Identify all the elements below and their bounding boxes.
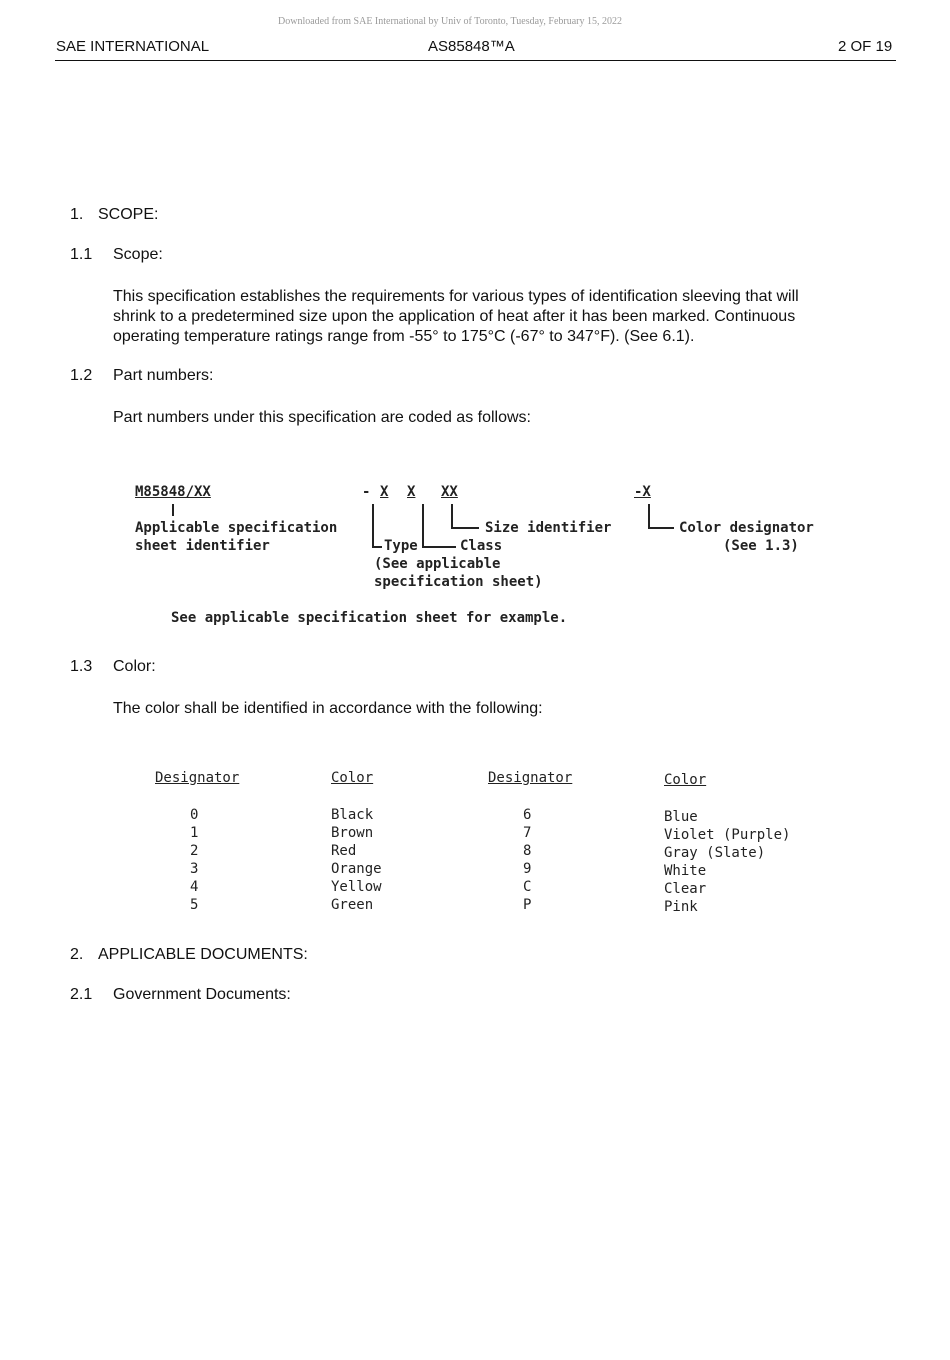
pn-see-line-2: specification sheet) (374, 574, 543, 590)
table-cell: 0 (190, 807, 199, 823)
section-1-1-number: 1.1 (70, 246, 93, 263)
section-1-number: 1. (70, 206, 84, 223)
section-2-1-number: 2.1 (70, 986, 93, 1003)
pn-dash: - (362, 484, 371, 500)
pn-example-note: See applicable specification sheet for example. (171, 610, 568, 626)
section-1-1-body (113, 287, 853, 347)
table-cell: White (664, 863, 707, 879)
table-header: Color (664, 772, 707, 788)
section-1-3-title: Color: (113, 658, 156, 675)
pn-color-see: (See 1.3) (723, 538, 799, 554)
table-cell: 7 (523, 825, 532, 841)
pn-type-leader (372, 504, 374, 548)
table-cell: Clear (664, 881, 707, 897)
part-number-diagram (0, 478, 950, 638)
pn-color-leader-tick (648, 527, 674, 529)
table-cell: P (523, 897, 532, 913)
table-header: Designator (155, 770, 240, 786)
table-cell: Red (331, 843, 357, 859)
section-2-title: APPLICABLE DOCUMENTS: (98, 946, 308, 963)
section-2-1-title: Government Documents: (113, 986, 291, 1003)
table-cell: Brown (331, 825, 374, 841)
table-header: Color (331, 770, 374, 786)
body-line: This specification establishes the requirements for various types of identification sleeving that will (113, 288, 799, 305)
table-cell: Green (331, 897, 374, 913)
pn-color-label: Color designator (679, 520, 814, 536)
section-1-3-number: 1.3 (70, 658, 93, 675)
pn-type-code: X (380, 484, 389, 500)
table-cell: C (523, 879, 532, 895)
pn-base-leader (172, 504, 174, 516)
table-cell: 5 (190, 897, 199, 913)
download-watermark: Downloaded from SAE International by Univ of Toronto, Tuesday, February 15, 2022 (278, 16, 622, 27)
section-2-number: 2. (70, 946, 84, 963)
pn-color-leader (648, 504, 650, 529)
table-cell: Orange (331, 861, 382, 877)
table-cell: 1 (190, 825, 199, 841)
pn-base-code: M85848/XX (135, 484, 211, 500)
pn-type-label: Type (384, 538, 418, 554)
pn-size-label: Size identifier (485, 520, 612, 536)
pn-type-leader-tick (372, 546, 382, 548)
pn-class-leader-tick (422, 546, 456, 548)
section-1-title: SCOPE: (98, 206, 159, 223)
pn-color-code: -X (634, 484, 651, 500)
header-organization: SAE INTERNATIONAL (56, 38, 210, 55)
section-1-2-number: 1.2 (70, 367, 93, 384)
section-1-2-body: Part numbers under this specification are coded as follows: (113, 409, 531, 426)
table-cell: Blue (664, 809, 698, 825)
table-cell: Pink (664, 899, 698, 915)
table-cell: Gray (Slate) (664, 845, 766, 861)
pn-class-code: X (407, 484, 416, 500)
table-cell: Violet (Purple) (664, 827, 791, 843)
table-cell: 4 (190, 879, 199, 895)
pn-base-desc-line-2: sheet identifier (135, 538, 270, 554)
table-cell: 9 (523, 861, 532, 877)
section-1-1-title: Scope: (113, 246, 163, 263)
section-1-2-title: Part numbers: (113, 367, 214, 384)
color-designator-table (0, 768, 950, 918)
table-cell: Yellow (331, 879, 382, 895)
table-cell: 3 (190, 861, 199, 877)
header-page-number: 2 OF 19 (838, 38, 893, 55)
table-cell: Black (331, 807, 374, 823)
table-cell: 6 (523, 807, 532, 823)
body-line: shrink to a predetermined size upon the application of heat after it has been marked. Continuous (113, 308, 796, 325)
pn-class-leader (422, 504, 424, 548)
header-document-id: AS85848™A (428, 38, 515, 55)
pn-see-line-1: (See applicable (374, 556, 501, 572)
section-1-3-body: The color shall be identified in accordance with the following: (113, 700, 543, 717)
pn-size-leader-tick (451, 527, 479, 529)
pn-size-leader (451, 504, 453, 529)
table-cell: 2 (190, 843, 199, 859)
table-cell: 8 (523, 843, 532, 859)
body-line: operating temperature ratings range from -55° to 175°C (-67° to 347°F). (See 6.1). (113, 328, 695, 345)
header-rule (55, 60, 896, 61)
pn-base-desc-line-1: Applicable specification (135, 520, 338, 536)
table-header: Designator (488, 770, 573, 786)
pn-class-label: Class (460, 538, 503, 554)
pn-size-code: XX (441, 484, 458, 500)
